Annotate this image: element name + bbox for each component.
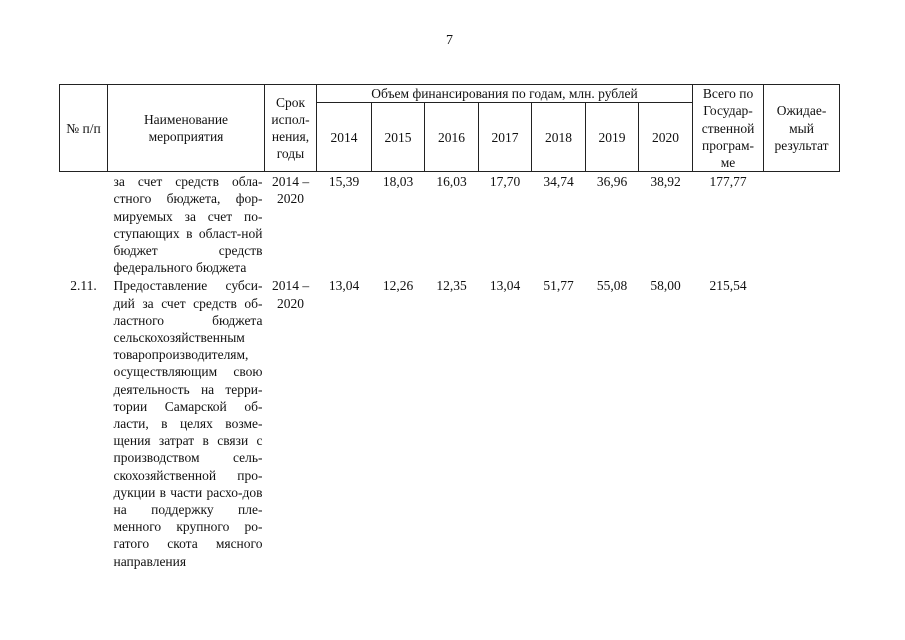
header-funding-group: Объем финансирования по годам, млн. рублей — [317, 85, 693, 103]
row-value: 13,04 — [489, 278, 521, 294]
header-result: Ожидае-мый результат — [764, 85, 840, 172]
header-year: 2016 — [425, 103, 479, 172]
row-name: Предоставление субси-дий за счет средств об-ластного бюджета сельскохозяйственным товаропроизводителям, осуществляющим свою деятельность на терри-тории Самарской об-ласти, в целях возме-щения затрат в связи с производством сель-скохозяйственной про-дукции в части расхо-дов на поддержку пле-менного крупного ро-гатого скота мясного направления — [113, 278, 263, 569]
header-year: 2015 — [372, 103, 425, 172]
row-value: 51,77 — [543, 278, 574, 294]
row-value: 13,04 — [328, 278, 360, 294]
row-value: 55,08 — [596, 278, 628, 294]
row-name: за счет средств обла-стного бюджета, фор-мируемых за счет по-ступающих в област-ной бюджет средств федерального бюджета — [113, 174, 263, 276]
header-term: Срок испол-нения, годы — [265, 85, 317, 172]
row-term: 2014 – 2020 — [271, 174, 310, 207]
row-total: 215,54 — [709, 278, 747, 294]
header-year: 2018 — [532, 103, 586, 172]
row-result — [764, 172, 840, 277]
header-name: Наименование мероприятия — [108, 85, 265, 172]
row-value: 12,26 — [382, 278, 414, 294]
row-value: 15,39 — [328, 174, 360, 190]
header-num: № п/п — [60, 85, 108, 172]
row-value: 36,96 — [596, 174, 628, 190]
row-term: 2014 – 2020 — [271, 278, 310, 311]
row-value: 34,74 — [543, 174, 574, 190]
header-year: 2020 — [639, 103, 693, 172]
row-value: 18,03 — [382, 174, 414, 190]
row-total: 177,77 — [709, 174, 747, 190]
row-value: 12,35 — [436, 278, 467, 294]
header-year: 2019 — [586, 103, 639, 172]
row-value: 17,70 — [489, 174, 521, 190]
table-header — [60, 85, 840, 172]
page-number: 7 — [446, 33, 453, 48]
row-num: 2.11. — [70, 278, 97, 294]
table-row — [60, 172, 840, 277]
header-year: 2017 — [479, 103, 532, 172]
row-value: 58,00 — [650, 278, 681, 294]
row-value: 16,03 — [436, 174, 467, 190]
row-value: 38,92 — [650, 174, 681, 190]
header-year: 2014 — [317, 103, 372, 172]
row-num — [60, 172, 108, 277]
table-row — [60, 276, 840, 569]
funding-table — [59, 84, 840, 570]
row-result — [764, 276, 840, 569]
header-total: Всего по Государ-ственной програм-ме — [693, 85, 764, 172]
